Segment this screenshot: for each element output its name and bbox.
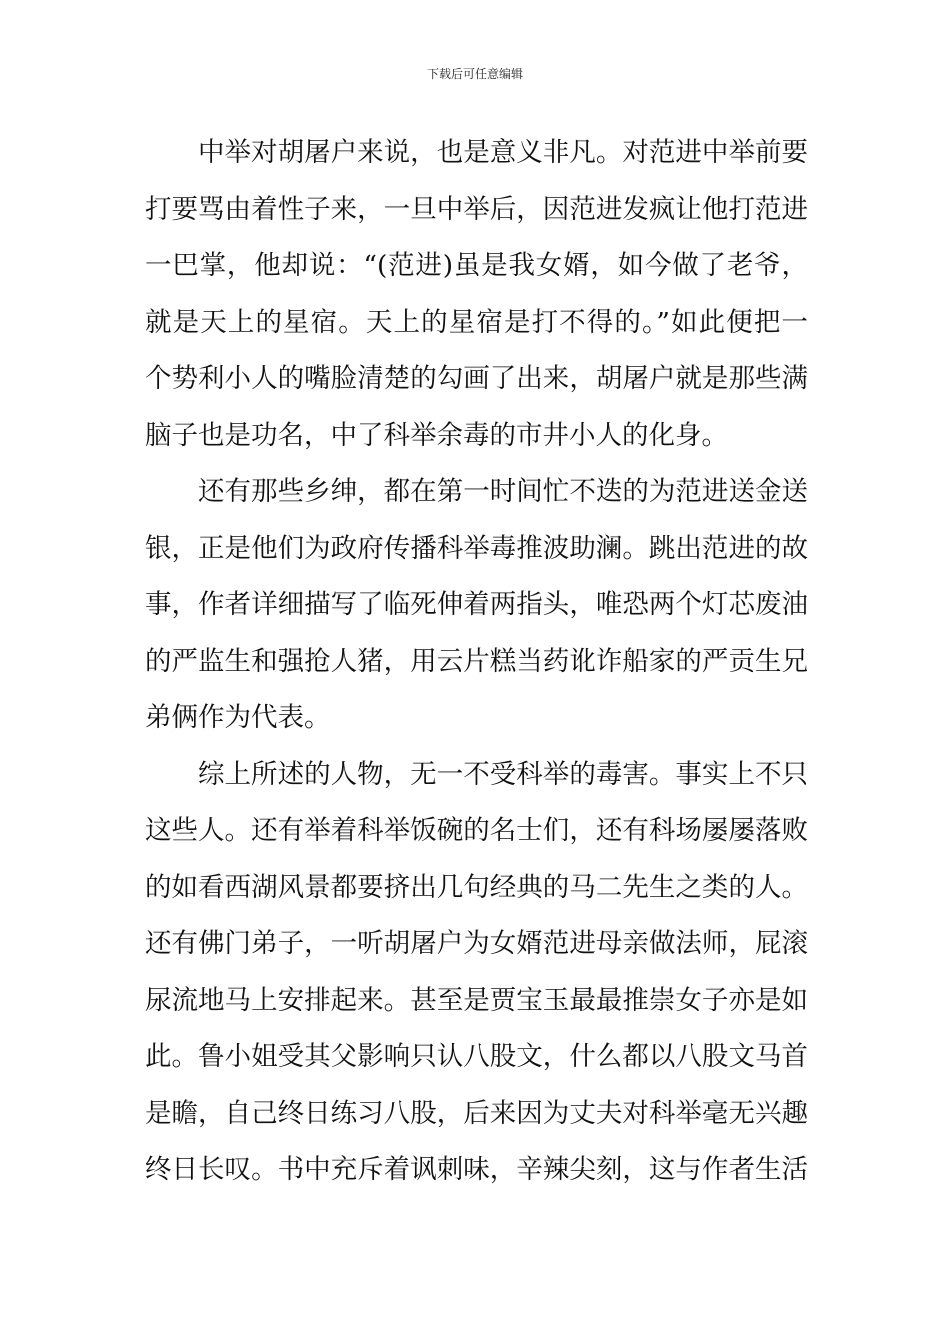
paragraph-2 bbox=[145, 464, 808, 747]
paragraph-line: 事，作者详细描写了临死伸着两指头，唯恐两个灯芯废油 bbox=[145, 589, 808, 620]
paragraph-line: 银，正是他们为政府传播科举毒推波助澜。跳出范进的故 bbox=[145, 532, 808, 564]
paragraph-line: 个势利小人的嘴脸清楚的勾画了出来，胡屠户就是那些满 bbox=[145, 363, 808, 394]
paragraph-line: 此。鲁小姐受其父影响只认八股文，什么都以八股文马首 bbox=[145, 1041, 808, 1072]
paragraph-line: 一巴掌，他却说：“(范进)虽是我女婿，如今做了老爷， bbox=[145, 250, 808, 281]
page-header-note: 下载后可任意编辑 bbox=[426, 67, 523, 81]
paragraph-line: 的严监生和强抢人猪，用云片糕当药讹诈船家的严贡生兄 bbox=[145, 645, 808, 677]
paragraph-line: 尿流地马上安排起来。甚至是贾宝玉最最推崇女子亦是如 bbox=[145, 984, 808, 1016]
paragraph-line: 终日长叹。书中充斥着讽刺味，辛辣尖刻，这与作者生活 bbox=[145, 1154, 808, 1185]
paragraph-line: 这些人。还有举着科举饭碗的名士们，还有科场屡屡落败 bbox=[145, 815, 808, 846]
paragraph-line: 的如看西湖风景都要挤出几句经典的马二先生之类的人。 bbox=[145, 871, 808, 903]
paragraph-line: 综上所述的人物，无一不受科举的毒害。事实上不只 bbox=[198, 758, 808, 790]
paragraph-line: 是瞻，自己终日练习八股，后来因为丈夫对科举毫无兴趣 bbox=[145, 1097, 808, 1129]
paragraph-3 bbox=[145, 747, 808, 1199]
paragraph-line: 还有佛门弟子，一听胡屠户为女婿范进母亲做法师，屁滚 bbox=[145, 928, 808, 959]
paragraph-line: 脑子也是功名，中了科举余毒的市井小人的化身。 bbox=[145, 419, 728, 451]
paragraph-line: 就是天上的星宿。天上的星宿是打不得的。”如此便把一 bbox=[145, 306, 808, 338]
paragraph-line: 中举对胡屠户来说，也是意义非凡。对范进中举前要 bbox=[198, 137, 808, 168]
paragraph-line: 还有那些乡绅，都在第一时间忙不迭的为范进送金送 bbox=[198, 476, 808, 507]
document-body bbox=[145, 125, 808, 1199]
paragraph-line: 打要骂由着性子来，一旦中举后，因范进发疯让他打范进 bbox=[145, 193, 808, 225]
paragraph-line: 弟俩作为代表。 bbox=[145, 702, 331, 733]
paragraph-1 bbox=[145, 125, 808, 464]
